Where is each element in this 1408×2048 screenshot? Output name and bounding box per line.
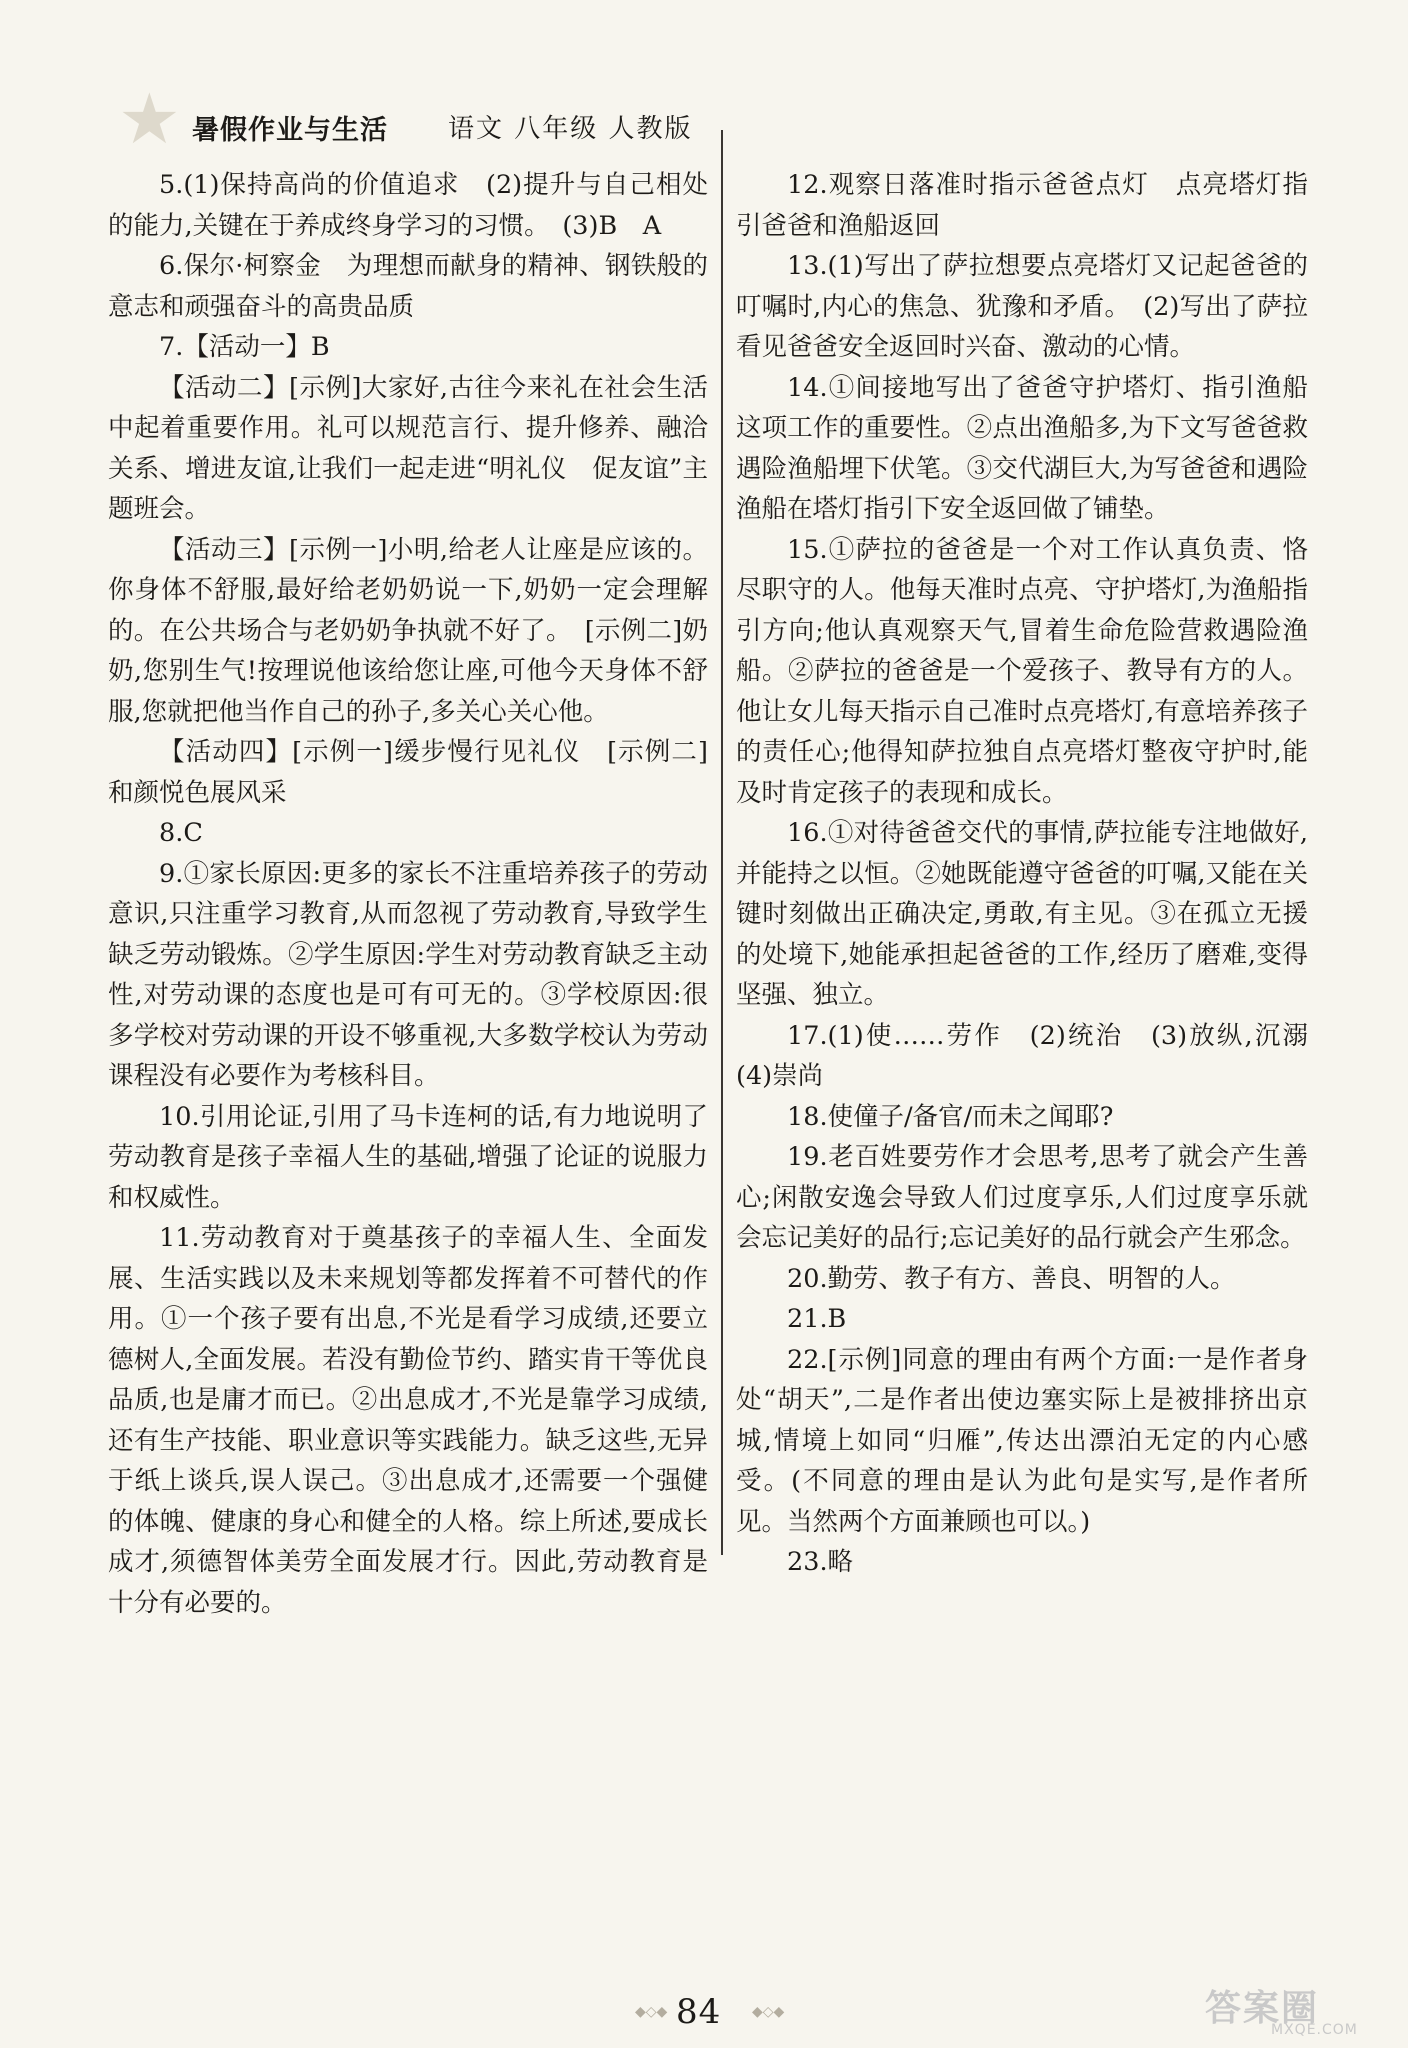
ornament-right-icon: ◆◇◆	[752, 2004, 785, 2020]
answer-11: 11.劳动教育对于奠基孩子的幸福人生、全面发展、生活实践以及未来规划等都发挥着不可替代的作用。①一个孩子要有出息,不光是看学习成绩,还要立德树人,全面发展。若没有勤俭节约、踏实肯干等优良品质,也是庸才而已。②出息成才,不光是靠学习成绩,还有生产技能、职业意识等实践能力。缺乏这些,无异于纸上谈兵,误人误己。③出息成才,还需要一个强健的体魄、健康的身心和健全的人格。综上所述,要成长成才,须德智体美劳全面发展才行。因此,劳动教育是十分有必要的。	[108, 1223, 708, 1618]
book-title: 暑假作业与生活	[192, 115, 388, 146]
answer-8: 8.C	[159, 818, 203, 848]
answer-7-activity-4: 【活动四】[示例一]缓步慢行见礼仪 [示例二]和颜悦色展风采	[108, 737, 708, 808]
answer-23: 23.略	[787, 1547, 854, 1577]
star-icon: ★	[118, 78, 181, 160]
answer-7-activity-3: 【活动三】[示例一]小明,给老人让座是应该的。你身体不舒服,最好给老奶奶说一下,奶奶一定会理解的。在公共场合与老奶奶争执就不好了。 [示例二]奶奶,您别生气!按理说他该给您让座,可他今天身体不舒服,您就把他当作自己的孙子,多关心关心他。	[108, 534, 708, 727]
answer-20: 20.勤劳、教子有方、善良、明智的人。	[787, 1263, 1236, 1294]
column-divider	[721, 130, 723, 1555]
answer-10: 10.引用论证,引用了马卡连柯的话,有力地说明了劳动教育是孩子幸福人生的基础,增强了论证的说服力和权威性。	[108, 1101, 708, 1213]
answer-19: 19.老百姓要劳作才会思考,思考了就会产生善心;闲散安逸会导致人们过度享乐,人们过度享乐就会忘记美好的品行;忘记美好的品行就会产生邪念。	[736, 1142, 1308, 1253]
watermark-url: MXQE.COM	[1271, 2022, 1358, 2038]
book-subtitle: 语文 八年级 人教版	[448, 114, 693, 144]
page-footer	[0, 1990, 1408, 2040]
answer-15: 15.①萨拉的爸爸是一个对工作认真负责、恪尽职守的人。他每天准时点亮、守护塔灯,为渔船指引方向;他认真观察天气,冒着生命危险营救遇险渔船。②萨拉的爸爸是一个爱孩子、教导有方的人。他让女儿每天指示自己准时点亮塔灯,有意培养孩子的责任心;他得知萨拉独自点亮塔灯整夜守护时,能及时肯定孩子的表现和成长。	[736, 534, 1308, 808]
watermark-logo: 答案圈	[1205, 1988, 1320, 2029]
answer-21: 21.B	[787, 1304, 847, 1334]
page-header	[118, 78, 1318, 160]
answer-14: 14.①间接地写出了爸爸守护塔灯、指引渔船这项工作的重要性。②点出渔船多,为下文写爸爸救遇险渔船埋下伏笔。③交代湖巨大,为写爸爸和遇险渔船在塔灯指引下安全返回做了铺垫。	[736, 372, 1308, 524]
ornament-left-icon: ◆◇◆	[635, 2004, 668, 2020]
answer-17: 17.(1)使……劳作 (2)统治 (3)放纵,沉溺 (4)崇尚	[736, 1020, 1334, 1091]
answer-7-activity-1: 7.【活动一】B	[159, 332, 330, 362]
left-column	[108, 165, 708, 1623]
watermark	[1205, 1980, 1395, 2040]
answer-5: 5.(1)保持高尚的价值追求 (2)提升与自己相处的能力,关键在于养成终身学习的习惯。 (3)B A	[108, 170, 708, 241]
answer-22: 22.[示例]同意的理由有两个方面:一是作者身处“胡天”,二是作者出使边塞实际上是被排挤出京城,情境上如同“归雁”,传达出漂泊无定的内心感受。(不同意的理由是认为此句是实写,是作者所见。当然两个方面兼顾也可以。)	[736, 1344, 1308, 1537]
page-number: 84	[676, 1992, 722, 2032]
answer-13: 13.(1)写出了萨拉想要点亮塔灯又记起爸爸的叮嘱时,内心的焦急、犹豫和矛盾。 (2)写出了萨拉看见爸爸安全返回时兴奋、激动的心情。	[736, 251, 1308, 362]
answer-6: 6.保尔·柯察金 为理想而献身的精神、钢铁般的意志和顽强奋斗的高贵品质	[108, 251, 708, 322]
right-column	[736, 165, 1334, 1583]
answer-7-activity-2: 【活动二】[示例]大家好,古往今来礼在社会生活中起着重要作用。礼可以规范言行、提升修养、融洽关系、增进友谊,让我们一起走进“明礼仪 促友谊”主题班会。	[108, 372, 708, 524]
answer-12: 12.观察日落准时指示爸爸点灯 点亮塔灯指引爸爸和渔船返回	[736, 170, 1308, 241]
answer-9: 9.①家长原因:更多的家长不注重培养孩子的劳动意识,只注重学习教育,从而忽视了劳动教育,导致学生缺乏劳动锻炼。②学生原因:学生对劳动教育缺乏主动性,对劳动课的态度也是可有可无的。③学校原因:很多学校对劳动课的开设不够重视,大多数学校认为劳动课程没有必要作为考核科目。	[108, 858, 708, 1091]
answer-18: 18.使僮子/备官/而未之闻耶?	[787, 1101, 1114, 1132]
answer-16: 16.①对待爸爸交代的事情,萨拉能专注地做好,并能持之以恒。②她既能遵守爸爸的叮嘱,又能在关键时刻做出正确决定,勇敢,有主见。③在孤立无援的处境下,她能承担起爸爸的工作,经历了磨难,变得坚强、独立。	[736, 818, 1308, 1010]
